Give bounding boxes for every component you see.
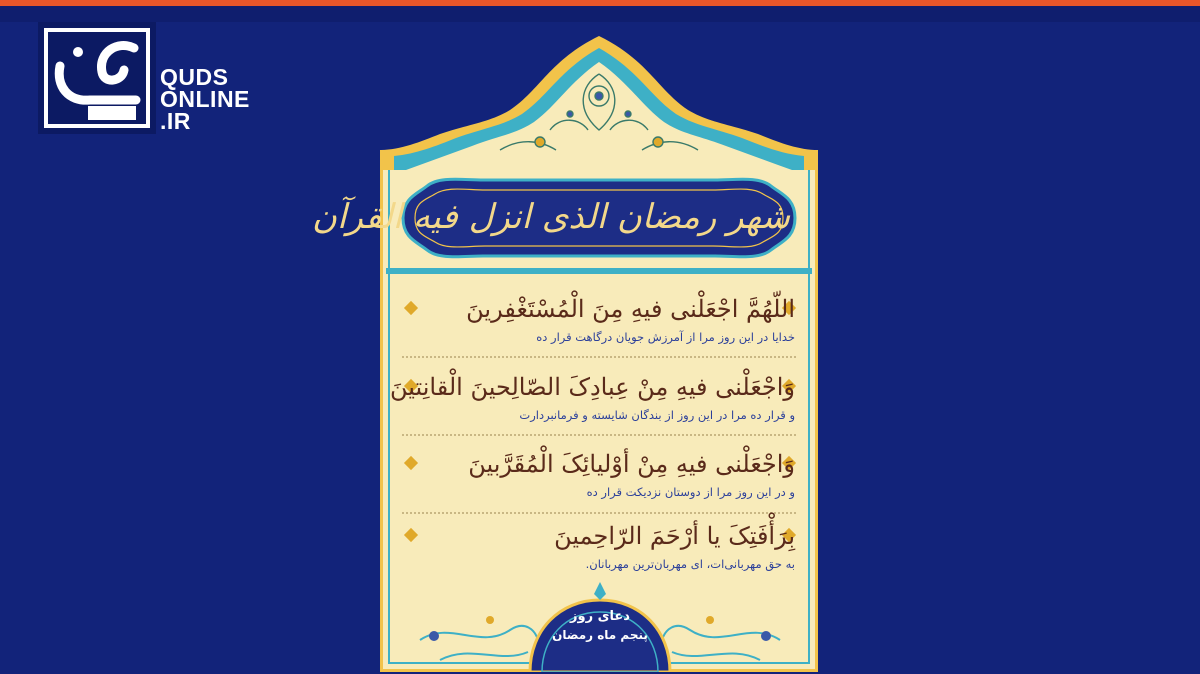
arabesque-crown-ornament [380,30,818,170]
logo-wordmark[interactable] [160,66,250,132]
logo-word-ir: .IR [160,108,191,134]
verse-arabic: اللّهُمَّ اجْعَلْنی فیهِ مِنَ الْمُسْتَغْفِرینَ [466,295,795,323]
dotted-divider [402,356,796,358]
logo-word-online: ONLINE [160,86,250,112]
verse-3 [435,445,795,501]
header-strip [0,6,1200,22]
verse-translation: و قرار ده مرا در این روز از بندگان شایسته و فرمانبردارت [519,408,795,422]
day-badge [530,608,670,644]
verse-arabic: وَاجْعَلْنی فیهِ مِنْ أوْلیائِکَ الْمُقَرَّبینَ [468,450,795,478]
verse-arabic: وَاجْعَلْنی فیهِ مِنْ عِبادِکَ الصّالِحینَ الْقانِتینَ [389,373,795,401]
dotted-divider [402,434,796,436]
verse-2 [389,368,795,424]
dotted-divider [402,512,796,514]
verse-translation: و در این روز مرا از دوستان نزدیکت قرار ده [586,485,795,499]
title-calligraphy: شهر رمضان الذی انزل فیه القرآن [312,197,790,237]
verse-arabic: بِرَأْفَتِکَ یا أرْحَمَ الرّاحِمینَ [554,522,795,550]
quds-logo-mark [38,22,156,134]
verse-translation: به حق مهربانی‌ات، ای مهربان‌ترین مهربانان. [585,557,795,571]
verse-translation: خدایا در این روز مرا از آمرزش جویان درگاهت قرار ده [536,330,795,344]
verse-4 [435,517,795,573]
day-badge-subtitle: پنجم ماه رمضان [552,628,648,642]
day-badge-title: دعای روز [570,609,630,624]
logo-word-quds: QUDS [160,64,229,90]
quds-logo[interactable] [38,22,156,134]
title-underline [386,268,812,274]
verse-1 [435,290,795,346]
